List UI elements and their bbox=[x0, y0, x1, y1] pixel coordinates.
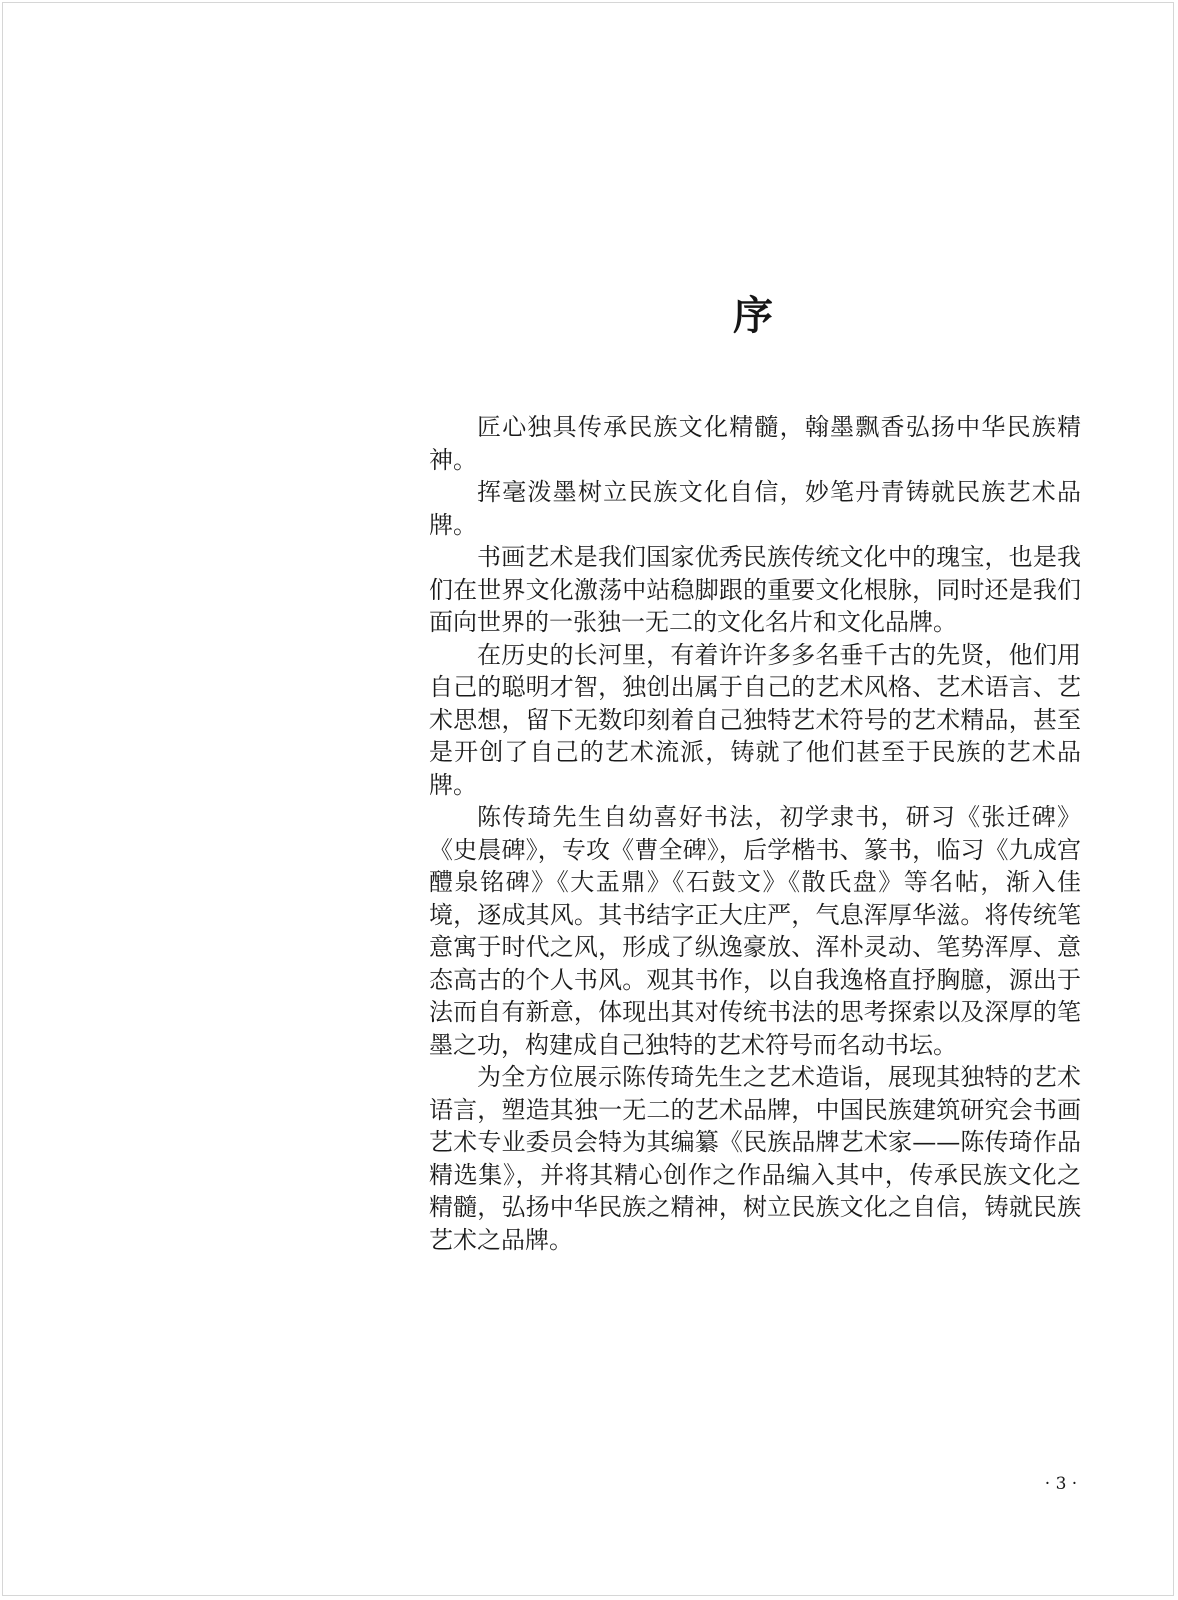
preface-body bbox=[429, 411, 1081, 1256]
page-frame bbox=[2, 2, 1174, 1596]
paragraph-6: 为全方位展示陈传琦先生之艺术造诣，展现其独特的艺术语言，塑造其独一无二的艺术品牌，中国民族建筑研究会书画艺术专业委员会特为其编纂《民族品牌艺术家——陈传琦作品精选集》，并将其精心创作之作品编入其中，传承民族文化之精髓，弘扬中华民族之精神，树立民族文化之自信，铸就民族艺术之品牌。 bbox=[429, 1063, 1081, 1254]
paragraph-3: 书画艺术是我们国家优秀民族传统文化中的瑰宝，也是我们在世界文化激荡中站稳脚跟的重要文化根脉，同时还是我们面向世界的一张独一无二的文化名片和文化品牌。 bbox=[429, 543, 1081, 636]
paragraph-1: 匠心独具传承民族文化精髓，翰墨飘香弘扬中华民族精神。 bbox=[429, 413, 1081, 474]
page-number: · 3 · bbox=[1044, 1474, 1078, 1494]
page-title: 序 bbox=[733, 292, 773, 339]
paragraph-2: 挥毫泼墨树立民族文化自信，妙笔丹青铸就民族艺术品牌。 bbox=[429, 478, 1081, 539]
paragraph-4: 在历史的长河里，有着许许多多名垂千古的先贤，他们用自己的聪明才智，独创出属于自己的艺术风格、艺术语言、艺术思想，留下无数印刻着自己独特艺术符号的艺术精品，甚至是开创了自己的艺术流派，铸就了他们甚至于民族的艺术品牌。 bbox=[429, 640, 1081, 799]
paragraph-5: 陈传琦先生自幼喜好书法，初学隶书，研习《张迁碑》《史晨碑》，专攻《曹全碑》，后学楷书、篆书，临习《九成宫醴泉铭碑》《大盂鼎》《石鼓文》《散氏盘》等名帖，渐入佳境，逐成其风。其书结字正大庄严，气息浑厚华滋。将传统笔意寓于时代之风，形成了纵逸豪放、浑朴灵动、笔势浑厚、意态高古的个人书风。观其书作，以自我逸格直抒胸臆，源出于法而自有新意，体现出其对传统书法的思考探索以及深厚的笔墨之功，构建成自己独特的艺术符号而名动书坛。 bbox=[429, 803, 1081, 1059]
